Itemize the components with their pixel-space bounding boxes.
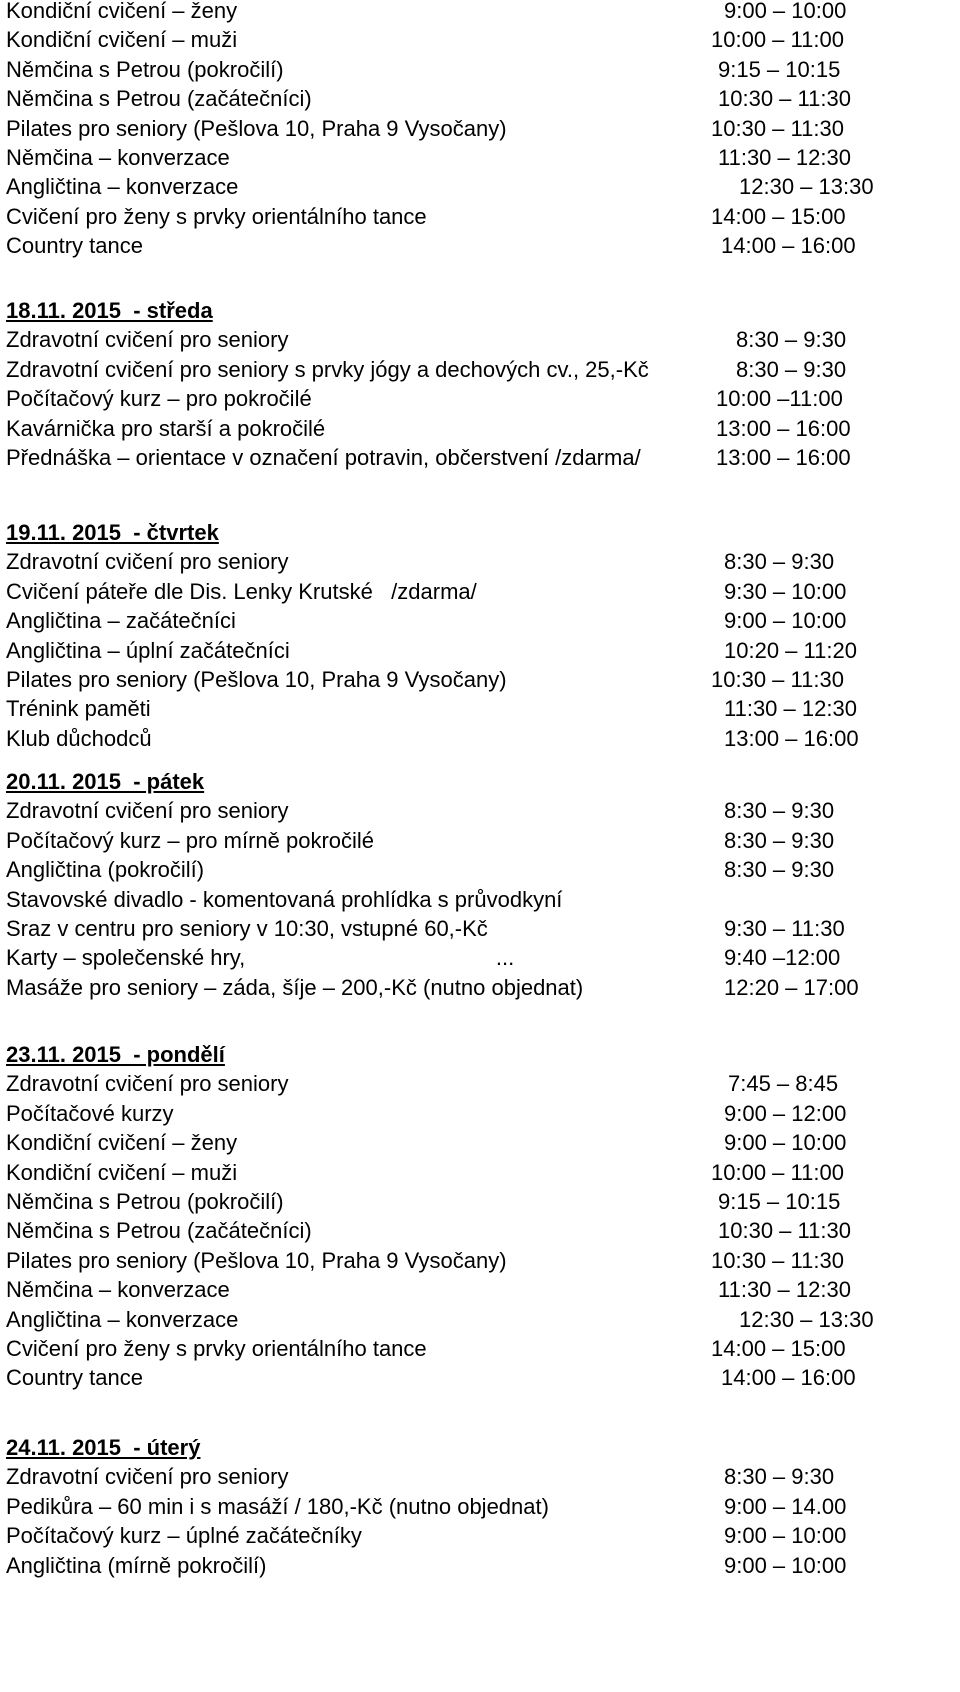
schedule-row	[6, 1551, 954, 1580]
schedule-row	[6, 1187, 954, 1216]
schedule-row	[6, 1492, 954, 1521]
schedule-row	[6, 1246, 954, 1275]
schedule-row	[6, 325, 954, 354]
activity-time: 9:15 – 10:15	[718, 56, 841, 82]
activity-name: Sraz v centru pro seniory v 10:30, vstupné 60,-Kč	[6, 915, 488, 941]
activity-time: 10:30 – 11:30	[711, 1247, 844, 1273]
activity-time: 8:30 – 9:30	[736, 356, 847, 382]
activity-time: 10:30 – 11:30	[718, 86, 851, 112]
activity-name: Počítačový kurz – úplné začátečníky	[6, 1523, 362, 1549]
activity-time: 9:00 – 10:00	[724, 608, 847, 634]
day-section	[6, 296, 954, 472]
schedule-row	[6, 1128, 954, 1157]
activity-time: 12:30 – 13:30	[739, 174, 874, 200]
schedule-row	[6, 606, 954, 635]
activity-name: Zdravotní cvičení pro seniory	[6, 1071, 289, 1097]
schedule-row	[6, 143, 954, 172]
schedule-row	[6, 1216, 954, 1245]
activity-time: 13:00 – 16:00	[716, 444, 851, 470]
activity-time: 14:00 – 16:00	[721, 233, 856, 259]
activity-name: Country tance	[6, 233, 143, 259]
activity-name: Němčina – konverzace	[6, 1277, 230, 1303]
activity-time: 9:00 – 10:00	[724, 1130, 847, 1156]
day-heading: 20.11. 2015 - pátek	[6, 769, 205, 794]
activity-time: 9:40 –12:00	[724, 945, 841, 971]
activity-name: Klub důchodců	[6, 725, 152, 751]
day-section	[6, 1433, 954, 1580]
schedule-row	[6, 0, 954, 25]
schedule-row	[6, 443, 954, 472]
schedule-row	[6, 1275, 954, 1304]
schedule-row	[6, 796, 954, 825]
activity-name: Němčina s Petrou (pokročilí)	[6, 1188, 284, 1214]
schedule-row	[6, 25, 954, 54]
activity-name: Pilates pro seniory (Pešlova 10, Praha 9 Vysočany)	[6, 666, 507, 692]
schedule-row	[6, 1363, 954, 1392]
schedule-row	[6, 1069, 954, 1098]
activity-time: 8:30 – 9:30	[724, 798, 835, 824]
schedule-row	[6, 202, 954, 231]
schedule-row	[6, 636, 954, 665]
schedule-row	[6, 973, 954, 1002]
schedule-row	[6, 855, 954, 884]
activity-time: 11:30 – 12:30	[718, 144, 851, 170]
day-heading: 19.11. 2015 - čtvrtek	[6, 520, 219, 545]
activity-name: Pilates pro seniory (Pešlova 10, Praha 9 Vysočany)	[6, 115, 507, 141]
activity-time: 10:20 – 11:20	[724, 637, 857, 663]
schedule-row	[6, 547, 954, 576]
schedule-row	[6, 231, 954, 260]
activity-time: 9:30 – 11:30	[724, 915, 845, 941]
day-section	[6, 518, 954, 753]
activity-name: Masáže pro seniory – záda, šíje – 200,-Kč (nutno objednat)	[6, 974, 584, 1000]
activity-name: Zdravotní cvičení pro seniory	[6, 1464, 289, 1490]
schedule-row	[6, 1305, 954, 1334]
schedule-row	[6, 172, 954, 201]
activity-name: Angličtina – úplní začátečníci	[6, 637, 290, 663]
activity-name: Přednáška – orientace v označení potravin, občerstvení /zdarma/	[6, 444, 641, 470]
activity-name: Pilates pro seniory (Pešlova 10, Praha 9 Vysočany)	[6, 1247, 507, 1273]
day-section	[6, 767, 954, 1002]
schedule-row	[6, 1521, 954, 1550]
activity-time: 14:00 – 15:00	[711, 203, 846, 229]
schedule-row	[6, 55, 954, 84]
activity-time: 9:00 – 14.00	[724, 1493, 847, 1519]
activity-time: 10:00 –11:00	[716, 386, 843, 412]
activity-time: 10:30 – 11:30	[711, 115, 844, 141]
activity-time: 9:00 – 10:00	[724, 1523, 847, 1549]
activity-time: 12:20 – 17:00	[724, 974, 859, 1000]
schedule-row	[6, 577, 954, 606]
activity-time: 14:00 – 16:00	[721, 1365, 856, 1391]
activity-time: 12:30 – 13:30	[739, 1306, 874, 1332]
activity-time: 10:00 – 11:00	[711, 1159, 844, 1185]
schedule-row	[6, 114, 954, 143]
activity-time: 10:00 – 11:00	[711, 27, 844, 53]
activity-time: 8:30 – 9:30	[724, 1464, 835, 1490]
schedule-row	[6, 724, 954, 753]
schedule-row	[6, 694, 954, 723]
activity-name: Zdravotní cvičení pro seniory s prvky jógy a dechových cv., 25,-Kč	[6, 356, 649, 382]
activity-time: 8:30 – 9:30	[724, 857, 835, 883]
activity-name: Němčina – konverzace	[6, 144, 230, 170]
activity-name: Počítačový kurz – pro pokročilé	[6, 386, 312, 412]
activity-time: 13:00 – 16:00	[716, 415, 851, 441]
day-heading: 23.11. 2015 - pondělí	[6, 1042, 225, 1067]
activity-name: Country tance	[6, 1365, 143, 1391]
activity-name: Trénink paměti	[6, 696, 151, 722]
schedule-row	[6, 355, 954, 384]
day-heading: 24.11. 2015 - úterý	[6, 1435, 201, 1460]
day-section	[6, 1040, 954, 1393]
activity-name: Zdravotní cvičení pro seniory	[6, 327, 289, 353]
activity-time: 9:30 – 10:00	[724, 578, 847, 604]
activity-name: Angličtina – začátečníci	[6, 608, 236, 634]
activity-time: 10:30 – 11:30	[711, 666, 844, 692]
day-heading: 18.11. 2015 - středa	[6, 298, 213, 323]
activity-name: Cvičení pro ženy s prvky orientálního tance	[6, 1335, 427, 1361]
schedule-row	[6, 1099, 954, 1128]
activity-name: Kavárnička pro starší a pokročilé	[6, 415, 326, 441]
activity-name: Karty – společenské hry, ...	[6, 945, 515, 971]
schedule-row	[6, 1334, 954, 1363]
activity-name: Kondiční cvičení – muži	[6, 1159, 238, 1185]
schedule-row	[6, 943, 954, 972]
activity-time: 7:45 – 8:45	[728, 1071, 839, 1097]
activity-name: Angličtina (mírně pokročilí)	[6, 1552, 267, 1578]
activity-name: Angličtina – konverzace	[6, 174, 239, 200]
day-section	[6, 0, 954, 261]
activity-time: 13:00 – 16:00	[724, 725, 859, 751]
activity-name: Angličtina – konverzace	[6, 1306, 239, 1332]
activity-name: Počítačový kurz – pro mírně pokročilé	[6, 827, 375, 853]
schedule-row	[6, 84, 954, 113]
activity-time: 10:30 – 11:30	[718, 1218, 851, 1244]
activity-name: Němčina s Petrou (pokročilí)	[6, 56, 284, 82]
activity-name: Pedikůra – 60 min i s masáží / 180,-Kč (nutno objednat)	[6, 1493, 549, 1519]
activity-name: Cvičení pro ženy s prvky orientálního tance	[6, 203, 427, 229]
activity-name: Počítačové kurzy	[6, 1100, 174, 1126]
activity-time: 9:00 – 10:00	[724, 0, 847, 23]
activity-name: Zdravotní cvičení pro seniory	[6, 798, 289, 824]
activity-name: Stavovské divadlo - komentovaná prohlídka s průvodkyní	[6, 886, 563, 912]
activity-name: Zdravotní cvičení pro seniory	[6, 549, 289, 575]
activity-time: 8:30 – 9:30	[736, 327, 847, 353]
activity-name: Angličtina (pokročilí)	[6, 857, 205, 883]
activity-name: Kondiční cvičení – ženy	[6, 1130, 238, 1156]
activity-time: 8:30 – 9:30	[724, 827, 835, 853]
schedule-row	[6, 1462, 954, 1491]
schedule-row	[6, 665, 954, 694]
schedule-row	[6, 826, 954, 855]
activity-name: Kondiční cvičení – ženy	[6, 0, 238, 23]
activity-name: Němčina s Petrou (začátečníci)	[6, 86, 312, 112]
schedule-row	[6, 384, 954, 413]
activity-time: 9:00 – 10:00	[724, 1552, 847, 1578]
activity-time: 14:00 – 15:00	[711, 1335, 846, 1361]
activity-time: 8:30 – 9:30	[724, 549, 835, 575]
activity-time: 11:30 – 12:30	[718, 1277, 851, 1303]
activity-time: 9:15 – 10:15	[718, 1188, 841, 1214]
schedule-row	[6, 885, 954, 914]
activity-name: Cvičení páteře dle Dis. Lenky Krutské /zdarma/	[6, 578, 477, 604]
schedule-row	[6, 914, 954, 943]
schedule-row	[6, 414, 954, 443]
activity-name: Němčina s Petrou (začátečníci)	[6, 1218, 312, 1244]
activity-time: 9:00 – 12:00	[724, 1100, 847, 1126]
activity-time: 11:30 – 12:30	[724, 696, 857, 722]
activity-name: Kondiční cvičení – muži	[6, 27, 238, 53]
schedule-row	[6, 1158, 954, 1187]
